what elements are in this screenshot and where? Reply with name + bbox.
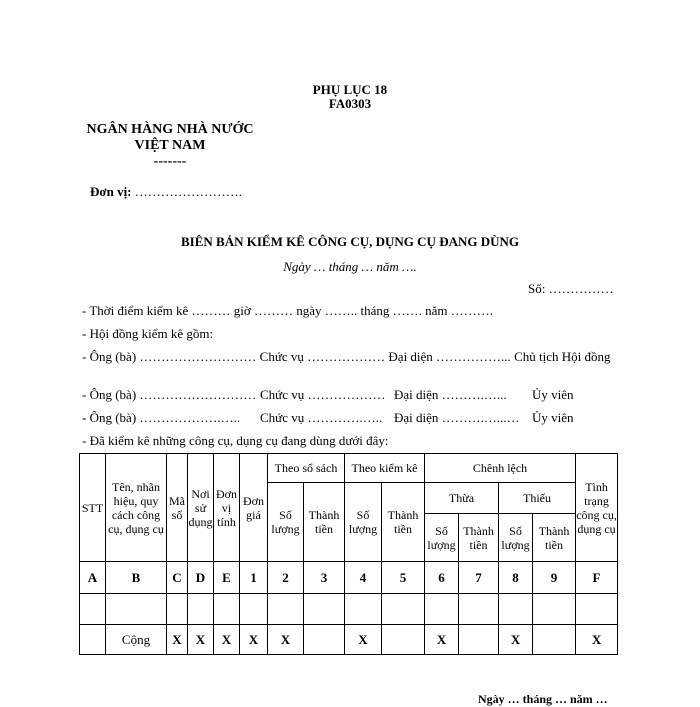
code-cell: A	[80, 562, 106, 594]
empty-cell	[533, 625, 576, 655]
code-cell: F	[576, 562, 618, 594]
empty-cell	[304, 594, 345, 625]
header-per-inventory: Theo kiểm kê	[345, 454, 425, 483]
member-1-name: - Ông (bà) ………………………	[82, 349, 257, 364]
empty-cell	[425, 594, 459, 625]
header-row-1	[80, 454, 618, 483]
member-line-1	[82, 349, 617, 364]
member-1-role: Chủ tịch Hội đồng	[514, 349, 611, 364]
bank-divider: -------	[153, 154, 187, 169]
empty-cell	[459, 594, 499, 625]
member-2-name: - Ông (bà) ………………………	[82, 387, 257, 402]
empty-cell	[214, 594, 240, 625]
code-cell: E	[214, 562, 240, 594]
code-cell: B	[106, 562, 167, 594]
header-surplus: Thừa	[425, 483, 499, 514]
total-mark: X	[167, 625, 188, 655]
total-mark: X	[499, 625, 533, 655]
header-deficit: Thiếu	[499, 483, 576, 514]
header-place-of-use: Nơi sử dụng	[188, 454, 214, 562]
code-cell: 2	[268, 562, 304, 594]
header-surplus-qty: Số lượng	[425, 514, 459, 562]
header-inventory-qty: Số lượng	[345, 483, 382, 562]
empty-cell	[240, 594, 268, 625]
empty-cell	[80, 594, 106, 625]
total-mark: X	[345, 625, 382, 655]
total-mark: X	[268, 625, 304, 655]
code-cell: D	[188, 562, 214, 594]
total-label: Cộng	[106, 625, 167, 655]
empty-cell	[576, 594, 618, 625]
empty-cell	[268, 594, 304, 625]
header-unit: Đơn vị tính	[214, 454, 240, 562]
header-inventory-amount: Thành tiền	[382, 483, 425, 562]
document-date: Ngày … tháng … năm ….	[283, 259, 417, 274]
empty-cell	[304, 625, 345, 655]
total-mark: X	[188, 625, 214, 655]
inventory-time-line: - Thời điểm kiểm kê ……… giờ ……… ngày …….. tháng ……. năm ……….	[82, 303, 494, 318]
bank-header	[70, 122, 270, 170]
header-unit-price: Đơn giá	[240, 454, 268, 562]
empty-data-row	[80, 594, 618, 625]
header-deficit-qty: Số lượng	[499, 514, 533, 562]
header-surplus-amount: Thành tiền	[459, 514, 499, 562]
code-cell: 1	[240, 562, 268, 594]
code-cell: C	[167, 562, 188, 594]
total-row	[80, 625, 618, 655]
empty-cell	[80, 625, 106, 655]
empty-cell	[459, 625, 499, 655]
code-cell: 3	[304, 562, 345, 594]
member-3-represent: Đại diện ……….…...…	[394, 410, 520, 425]
header-code: Mã số	[167, 454, 188, 562]
member-2-position: Chức vụ ………………	[260, 387, 386, 402]
appendix-header	[250, 83, 450, 111]
header-per-books: Theo sổ sách	[268, 454, 345, 483]
unit-dots: …………………….	[134, 184, 243, 199]
document-number: Số: ……………	[528, 281, 614, 296]
member-1-represent: Đại diện ……………...	[388, 349, 511, 364]
unit-label: Đơn vị:	[90, 184, 132, 199]
empty-cell	[188, 594, 214, 625]
header-books-qty: Số lượng	[268, 483, 304, 562]
empty-cell	[499, 594, 533, 625]
appendix-title: PHỤ LỤC 18	[312, 82, 388, 97]
total-mark: X	[425, 625, 459, 655]
unit-line	[90, 184, 242, 200]
member-3-position: Chức vụ ………….…..	[260, 410, 383, 425]
member-1-position: Chức vụ ………………	[259, 349, 386, 364]
code-cell: 7	[459, 562, 499, 594]
header-difference: Chênh lệch	[425, 454, 576, 483]
empty-cell	[533, 594, 576, 625]
code-cell: 6	[425, 562, 459, 594]
code-cell: 9	[533, 562, 576, 594]
empty-cell	[382, 594, 425, 625]
appendix-code: FA0303	[328, 96, 372, 111]
code-cell: 4	[345, 562, 382, 594]
council-line: - Hội đồng kiểm kê gồm:	[82, 326, 214, 341]
header-condition: Tình trạng công cụ, dụng cụ	[576, 454, 618, 562]
total-mark: X	[214, 625, 240, 655]
member-2-role: Ủy viên	[532, 387, 574, 402]
document-title: BIÊN BẢN KIỂM KÊ CÔNG CỤ, DỤNG CỤ ĐANG DÙNG	[180, 234, 519, 249]
empty-cell	[167, 594, 188, 625]
member-2-represent: Đại diện ……….…...	[394, 387, 507, 402]
footer-date: Ngày … tháng … năm …	[478, 692, 608, 706]
header-stt: STT	[80, 454, 106, 562]
inventoried-items-line: - Đã kiểm kê những công cụ, dụng cụ đang dùng dưới đây:	[82, 433, 389, 448]
header-item-name: Tên, nhãn hiệu, quy cách công cụ, dụng cụ	[106, 454, 167, 562]
code-cell: 8	[499, 562, 533, 594]
header-books-amount: Thành tiền	[304, 483, 345, 562]
header-deficit-amount: Thành tiền	[533, 514, 576, 562]
empty-cell	[345, 594, 382, 625]
total-mark: X	[240, 625, 268, 655]
empty-cell	[106, 594, 167, 625]
bank-name-line1: NGÂN HÀNG NHÀ NƯỚC	[86, 122, 254, 137]
member-3-name: - Ông (bà) ……………….…..	[82, 410, 241, 425]
bank-name-line2: VIỆT NAM	[134, 138, 206, 153]
inventory-table	[79, 453, 618, 655]
total-mark: X	[576, 625, 618, 655]
column-code-row	[80, 562, 618, 594]
empty-cell	[382, 625, 425, 655]
code-cell: 5	[382, 562, 425, 594]
member-3-role: Ủy viên	[532, 410, 574, 425]
